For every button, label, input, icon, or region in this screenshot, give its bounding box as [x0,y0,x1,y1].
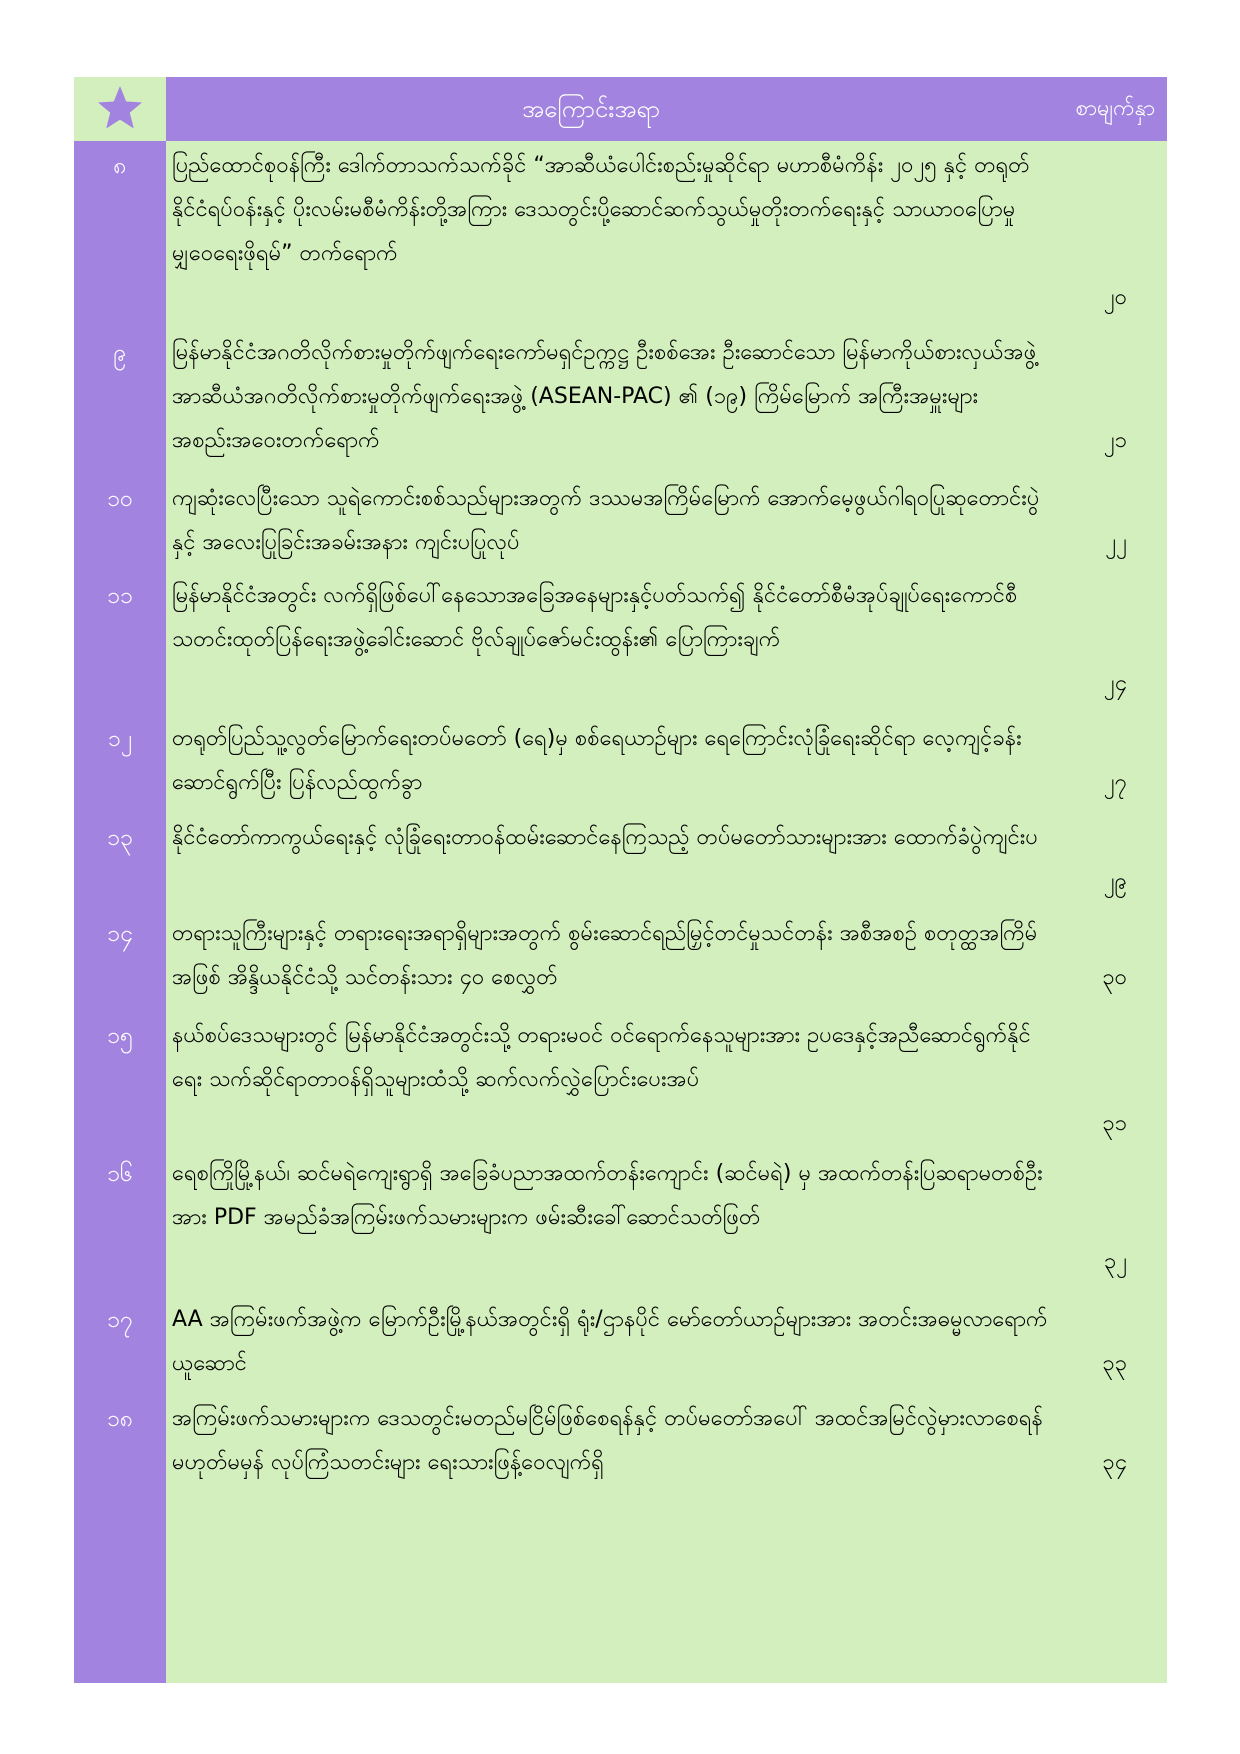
entry-page: ၂၂ [1105,530,1127,555]
star-cell [74,77,166,141]
entry-number: ၈ [113,153,127,179]
toc-entry[interactable] [74,1152,1167,1284]
entry-number: ၁၈ [106,1406,134,1432]
entry-number: ၁၆ [107,1161,133,1187]
entry-page: ၃၀ [1102,965,1127,990]
entry-title: နယ်စပ်ဒေသများတွင် မြန်မာနိုင်ငံအတွင်းသို့ တရားမဝင် ဝင်ရောက်နေသူများအား ဥပဒေနှင့်အညီဆောင်ရွက်နိုင်ရေး သက်ဆိုင်ရာတာဝန်ရှိသူများထံသို့ ဆက်လက်လွှဲပြောင်းပေးအပ် [172,1023,1031,1092]
table-of-contents [74,77,1167,1683]
entry-title: တရားသူကြီးများနှင့် တရားရေးအရာရှိများအတွက် စွမ်းဆောင်ရည်မြှင့်တင်မှုသင်တန်း အစီအစဉ် စတုတ္ထအကြိမ်အဖြစ် အိန္ဒိယနိုင်ငံသို့ သင်တန်းသား ၄၀ စေလွှတ် [172,921,1038,990]
toc-entry[interactable] [74,1014,1167,1146]
entry-page: ၃၄ [1102,1450,1127,1475]
toc-entry[interactable] [74,574,1167,706]
entry-number: ၉ [113,340,127,366]
header-title: အကြောင်းအရာ [522,95,660,123]
entry-page: ၃၂ [1103,1249,1127,1274]
entry-number: ၁၃ [107,825,133,851]
toc-entry[interactable] [74,477,1167,565]
toc-entry[interactable] [74,816,1167,904]
entry-title: မြန်မာနိုင်ငံအဂတိလိုက်စားမှုတိုက်ဖျက်ရေးကော်မရှင်ဥက္ကဋ္ဌ ဦးစစ်အေး ဦးဆောင်သော မြန်မာကိုယ်စားလှယ်အဖွဲ့ အာဆီယံအဂတိလိုက်စားမှုတိုက်ဖျက်ရေးအဖွဲ့ (ASEAN-PAC) ၏ (၁၉) ကြိမ်မြောက် အကြီးအမှူးများ အစည်းအဝေးတက်ရောက် [172,340,1037,453]
entry-number: ၁၀ [107,486,133,512]
entry-page: ၂၀ [1103,285,1127,310]
entry-number: ၁၇ [107,1307,133,1333]
entry-title: မြန်မာနိုင်ငံအတွင်း လက်ရှိဖြစ်ပေါ်နေသောအခြေအနေများနှင့်ပတ်သက်၍ နိုင်ငံတော်စီမံအုပ်ချုပ်ရေးကောင်စီ သတင်းထုတ်ပြန်ရေးအဖွဲ့ခေါင်းဆောင် ဗိုလ်ချုပ်ဇော်မင်းထွန်း၏ ပြောကြားချက် [172,583,1018,652]
toc-header [74,77,1167,141]
entry-title: နိုင်ငံတော်ကာကွယ်ရေးနှင့် လုံခြုံရေးတာဝန်ထမ်းဆောင်နေကြသည့် တပ်မတော်သားများအား ထောက်ခံပွဲကျင်းပ [172,825,1038,850]
entry-title: ကျဆုံးလေပြီးသော သူရဲကောင်းစစ်သည်များအတွက် ဒဿမအကြိမ်မြောက် အောက်မေ့ဖွယ်ဂါရဝပြုဆုတောင်းပွဲနှင့် အလေးပြုခြင်းအခမ်းအနား ကျင်းပပြုလုပ် [172,486,1040,555]
toc-entry[interactable] [74,1298,1167,1386]
entry-number: ၁၁ [107,583,133,609]
entry-page: ၂၄ [1103,671,1127,696]
entry-title: တရုတ်ပြည်သူ့လွတ်မြောက်ရေးတပ်မတော် (ရေ)မှ စစ်ရေယာဉ်များ ရေကြောင်းလုံခြုံရေးဆိုင်ရာ လေ့ကျင့်ခန်းဆောင်ရွက်ပြီး ပြန်လည်ထွက်ခွာ [172,726,1022,795]
entry-title: အကြမ်းဖက်သမားများက ဒေသတွင်းမတည်မငြိမ်ဖြစ်စေရန်နှင့် တပ်မတော်အပေါ် အထင်အမြင်လွဲမှားလာစေရန် မဟုတ်မမှန် လုပ်ကြံသတင်းများ ရေးသားဖြန့်ဝေလျက်ရှိ [172,1406,1043,1475]
toc-entry[interactable] [74,331,1167,463]
entry-number: ၁၄ [107,921,133,947]
toc-entry[interactable] [74,1397,1167,1485]
entry-title: ရေစကြိုမြို့နယ်၊ ဆင်မရဲကျေးရွာရှိ အခြေခံပညာအထက်တန်းကျောင်း (ဆင်မရဲ) မှ အထက်တန်းပြဆရာမတစ်ဦးအား PDF အမည်ခံအကြမ်းဖက်သမားများက ဖမ်းဆီးခေါ်ဆောင်သတ်ဖြတ် [172,1161,1043,1230]
entry-title: ပြည်ထောင်စုဝန်ကြီး ဒေါက်တာသက်သက်ခိုင် “အာဆီယံပေါင်းစည်းမှုဆိုင်ရာ မဟာစီမံကိန်း ၂၀၂၅ နှင့် တရုတ်နိုင်ငံရပ်ဝန်းနှင့် ပိုးလမ်းမစီမံကိန်းတို့အကြား ဒေသတွင်းပို့ဆောင်ဆက်သွယ်မှုတိုးတက်ရေးနှင့် သာယာဝပြောမှုမျှဝေရေးဖိုရမ်” တက်ရောက် [172,153,1030,266]
header-page-label: စာမျက်နှာ [1075,96,1155,121]
entry-page: ၃၁ [1102,1111,1127,1136]
star-icon [97,85,143,131]
entry-page: ၃၃ [1102,1351,1127,1376]
toc-entry[interactable] [74,717,1167,805]
toc-entry[interactable] [74,912,1167,1000]
entry-number: ၁၂ [107,726,133,752]
header-title-cell [166,77,1167,141]
entry-page: ၂၁ [1103,428,1127,453]
entry-title: AA အကြမ်းဖက်အဖွဲ့က မြောက်ဦးမြို့နယ်အတွင်းရှိ ရုံး/ဌာနပိုင် မော်တော်ယာဉ်များအား အတင်းအဓမ္မလာရောက်ယူဆောင် [172,1307,1048,1376]
toc-entry[interactable] [74,144,1167,320]
entry-number: ၁၅ [107,1023,133,1049]
entry-page: ၂၇ [1103,770,1127,795]
entry-page: ၂၉ [1103,869,1127,894]
